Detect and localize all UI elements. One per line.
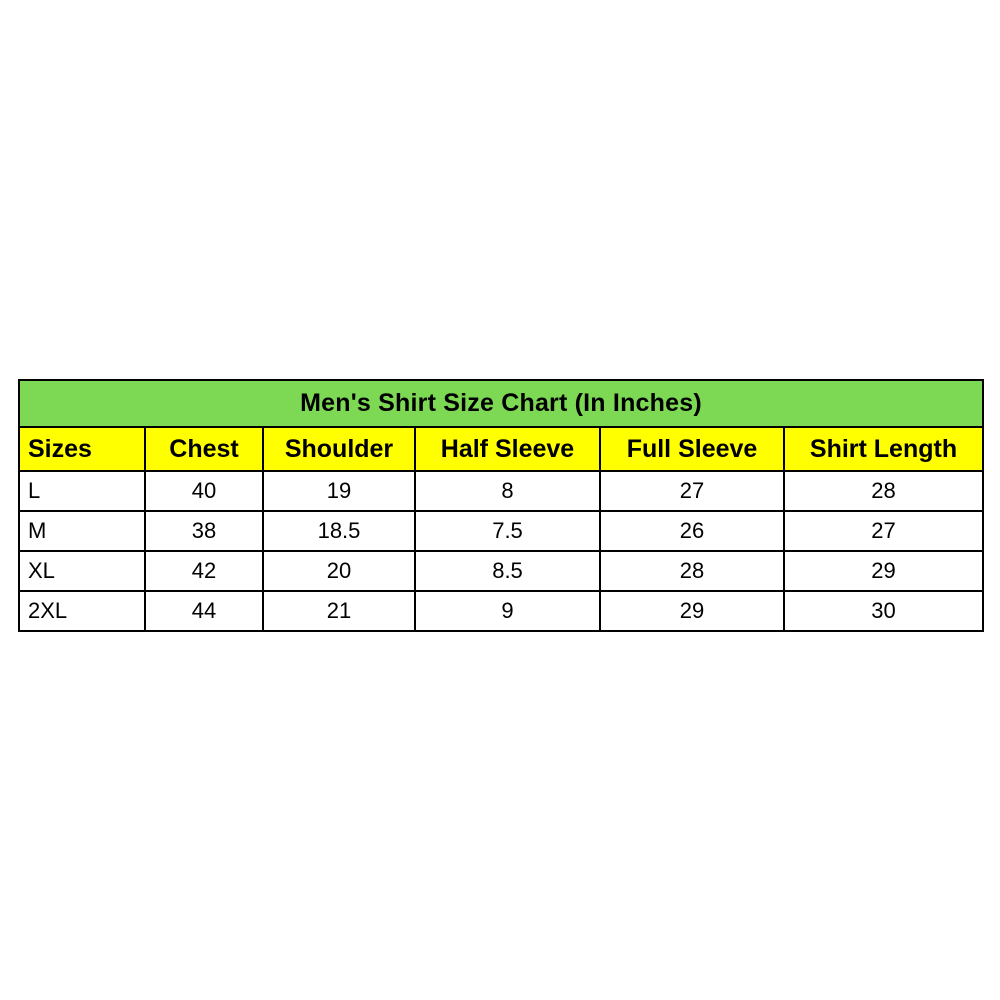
cell-shoulder: 19 [263,471,415,511]
cell-shirt-length: 27 [784,511,983,551]
column-header-half-sleeve: Half Sleeve [415,427,600,471]
cell-full-sleeve: 26 [600,511,784,551]
cell-full-sleeve: 28 [600,551,784,591]
column-header-chest: Chest [145,427,263,471]
column-header-shirt-length: Shirt Length [784,427,983,471]
cell-shirt-length: 29 [784,551,983,591]
chart-title: Men's Shirt Size Chart (In Inches) [19,380,983,427]
cell-size: 2XL [19,591,145,631]
table-row [19,471,983,511]
cell-full-sleeve: 27 [600,471,784,511]
table-row [19,591,983,631]
cell-shoulder: 20 [263,551,415,591]
cell-chest: 44 [145,591,263,631]
table-row [19,551,983,591]
size-chart-container [18,379,982,632]
column-header-shoulder: Shoulder [263,427,415,471]
cell-size: XL [19,551,145,591]
cell-half-sleeve: 9 [415,591,600,631]
cell-full-sleeve: 29 [600,591,784,631]
cell-chest: 42 [145,551,263,591]
cell-shirt-length: 28 [784,471,983,511]
table-row [19,511,983,551]
cell-shoulder: 18.5 [263,511,415,551]
cell-shoulder: 21 [263,591,415,631]
cell-half-sleeve: 8.5 [415,551,600,591]
table-header-row [19,427,983,471]
cell-chest: 40 [145,471,263,511]
size-chart-table [18,379,984,632]
column-header-sizes: Sizes [19,427,145,471]
chart-title-row [19,380,983,427]
cell-half-sleeve: 8 [415,471,600,511]
column-header-full-sleeve: Full Sleeve [600,427,784,471]
cell-shirt-length: 30 [784,591,983,631]
cell-size: M [19,511,145,551]
cell-chest: 38 [145,511,263,551]
cell-half-sleeve: 7.5 [415,511,600,551]
cell-size: L [19,471,145,511]
